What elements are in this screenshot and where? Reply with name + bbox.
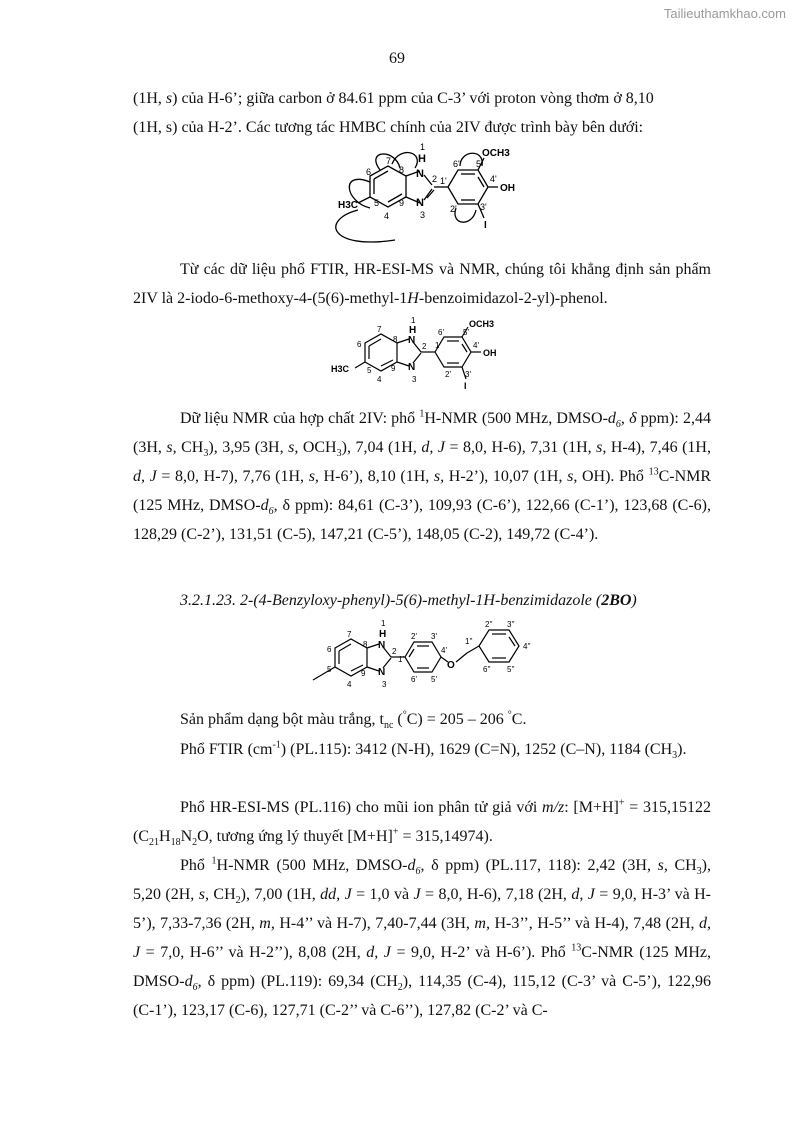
atom-n1-number: 1	[420, 142, 426, 152]
atom-c7: 7	[377, 325, 382, 334]
atom-c4p: 4'	[473, 341, 479, 350]
atom-c9: 9	[399, 198, 405, 208]
atom-c8: 8	[363, 640, 368, 649]
atom-c8: 8	[399, 165, 405, 175]
paragraph-hmbc-intro: (1H, s) của H-6’; giữa carbon ở 84.61 ppm của C-3’ với proton vòng thơm ở 8,10 (1H, s) của H-2’. Các tương tác HMBC chính của 2IV được trình bày bên dưới:	[133, 90, 654, 136]
atom-c6p: 6'	[438, 328, 444, 337]
atom-c5pp: 5''	[507, 665, 515, 674]
atom-c2: 2	[392, 647, 397, 656]
atom-c5: 5	[374, 198, 380, 208]
atom-c5: 5	[327, 665, 332, 674]
hydroxyl-label: OH	[500, 183, 515, 194]
atom-c2p: 2'	[445, 370, 451, 379]
paragraph-product: Sản phẩm dạng bột màu trắng, $t_{nc}$ (°C) = 205 – 206 °C.	[180, 709, 527, 732]
atom-c6p: 6'	[453, 159, 460, 169]
iodine-label: I	[464, 381, 467, 391]
atom-n3-number: 3	[420, 210, 426, 220]
watermark-text: Tailieuthamkhao.com	[663, 6, 786, 21]
methyl-label: H3C	[331, 364, 350, 374]
paragraph-hrms: Phổ HR-ESI-MS (PL.116) cho mũi ion phân tử giả với m/z: [M+H]+ = 315,15122 ($C_{21}H_{18}N_2O$, tương ứng lý thuyết [M+H]+ = 315,14974).	[133, 797, 712, 849]
paragraph-ftir: Phổ FTIR $(cm^{-1})$ (PL.115): 3412 (N-H), 1629 (C=N), 1252 (C–N), 1184 $(CH_3)$.	[180, 739, 687, 762]
atom-c2: 2	[422, 342, 427, 351]
hydroxyl-label: OH	[483, 348, 497, 358]
atom-n3: N	[408, 362, 416, 373]
atom-c5p: 5'	[476, 159, 483, 169]
atom-n1-number: 1	[411, 316, 416, 325]
atom-n3-number: 3	[382, 680, 387, 689]
atom-h: H	[418, 153, 426, 165]
hmbc-structure-2iv	[300, 140, 550, 250]
atom-c4p: 4'	[490, 174, 497, 184]
iodine-label: I	[484, 220, 487, 231]
methyl-label: H3C	[338, 200, 359, 211]
atom-c2p: 2'	[411, 632, 417, 641]
atom-c6: 6	[327, 645, 332, 654]
methoxy-label: OCH3	[482, 148, 510, 159]
atom-c1pp: 1''	[465, 637, 473, 646]
atom-c1p: 1'	[435, 341, 441, 350]
atom-c6: 6	[366, 167, 372, 177]
section-heading-2bo: 3.2.1.23. 2-(4-Benzyloxy-phenyl)-5(6)-methyl-1H-benzimidazole (2BO)	[180, 592, 637, 609]
atom-h: H	[379, 629, 387, 640]
atom-n1: N	[378, 640, 386, 651]
atom-c6: 6	[357, 340, 362, 349]
atom-n3: N	[416, 197, 424, 209]
atom-n1: N	[408, 335, 416, 346]
atom-n1-number: 1	[381, 619, 386, 628]
atom-c1p: 1'	[440, 176, 447, 186]
atom-c3p: 3'	[480, 202, 487, 212]
atom-n3-number: 3	[412, 375, 417, 384]
atom-c4: 4	[377, 375, 382, 384]
atom-c5p: 5'	[431, 675, 437, 684]
atom-c3p: 3'	[465, 370, 471, 379]
atom-c7: 7	[386, 156, 392, 166]
atom-c8: 8	[393, 335, 398, 344]
page-number: 69	[389, 50, 405, 67]
atom-c6pp: 6''	[483, 665, 491, 674]
atom-c2pp: 2''	[485, 620, 493, 629]
ether-oxygen-label: O	[447, 660, 455, 671]
atom-c4: 4	[347, 680, 352, 689]
atom-n1: N	[416, 168, 424, 180]
atom-c2: 2	[432, 174, 438, 184]
atom-n3: N	[378, 667, 386, 678]
atom-h: H	[409, 325, 417, 336]
atom-c2p: 2'	[450, 204, 457, 214]
structure-2iv	[325, 315, 525, 400]
atom-c9: 9	[361, 669, 366, 678]
atom-c1p: 1'	[398, 655, 404, 664]
atom-c6p: 6'	[411, 675, 417, 684]
atom-c9: 9	[391, 364, 396, 373]
atom-c4p: 4'	[441, 646, 447, 655]
paragraph-nmr-2iv: Dữ liệu NMR của hợp chất 2IV: phổ $^1$H-NMR (500 MHz, DMSO-$d_6$, δ ppm): 2,44 (3H, s, $CH_3$), 3,95 (3H, s, $OCH_3$), 7,04 (1H, d, J = 8,0, H-6), 7,31 (1H, s, H-4), 7,46 (1H, d, J = 8,0, H-7), 7,76 (1H, s, H-6’), 8,10 (1H, s, H-2’), 10,07 (1H, s, OH). Phổ $^{13}$C-NMR (125 MHz, DMSO-$d_6$, δ ppm): 84,61 (C-3’), 109,93 (C-6’), 122,66 (C-1’), 123,68 (C-6), 128,29 (C-2’), 131,51 (C-5), 147,21 (C-5’), 148,05 (C-2), 149,72 (C-4’).	[133, 408, 712, 543]
atom-c4: 4	[384, 211, 390, 221]
methoxy-label: OCH3	[469, 319, 495, 329]
structure-2bo	[295, 618, 575, 698]
atom-c4pp: 4''	[523, 642, 531, 651]
atom-c3pp: 3''	[507, 620, 515, 629]
atom-c5: 5	[367, 366, 372, 375]
atom-c3p: 3'	[431, 632, 437, 641]
atom-c5p: 5'	[463, 328, 469, 337]
atom-c7: 7	[347, 630, 352, 639]
paragraph-conclusion: Từ các dữ liệu phổ FTIR, HR-ESI-MS và NMR, chúng tôi khẳng định sản phẩm 2IV là 2-iodo-6-methoxy-4-(5(6)-methyl-1H-benzoimidazol-2-yl)-phenol.	[133, 261, 711, 307]
paragraph-nmr-2bo: Phổ $^1$H-NMR (500 MHz, DMSO-$d_6$, δ ppm) (PL.117, 118): 2,42 (3H, s, $CH_3$), 5,20 (2H, s, $CH_2$), 7,00 (1H, dd, J = 1,0 và J = 8,0, H-6), 7,18 (2H, d, J = 9,0, H-3’ và H-5’), 7,33-7,36 (2H, m, H-4’’ và H-7), 7,40-7,44 (3H, m, H-3’’, H-5’’ và H-4), 7,48 (2H, d, J = 7,0, H-6’’ và H-2’’), 8,08 (2H, d, J = 9,0, H-2’ và H-6’). Phổ $^{13}$C-NMR (125 MHz, DMSO-$d_6$, δ ppm) (PL.119): 69,34 $(CH_2)$, 114,35 (C-4), 115,12 (C-3’ và C-5’), 122,96 (C-1’), 123,17 (C-6), 127,71 (C-2’’ và C-6’’), 127,82 (C-2’ và C-	[133, 855, 712, 1019]
